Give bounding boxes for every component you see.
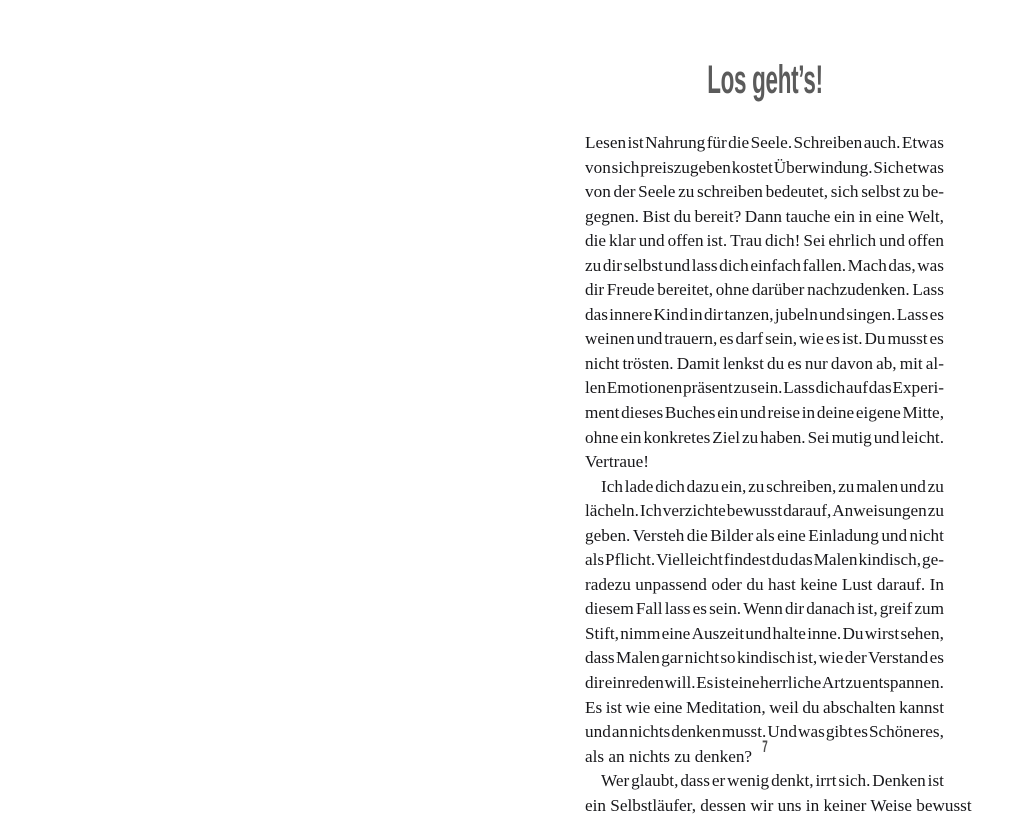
body-text-column [585, 131, 972, 818]
text-word: die [728, 133, 750, 152]
text-word: darf [735, 329, 764, 349]
text-word: offen [667, 231, 704, 251]
text-word: geben. [585, 525, 631, 545]
text-word: selbst [861, 182, 901, 202]
text-word: musst [887, 329, 928, 349]
text-word: trösten. [622, 353, 674, 373]
text-word: wie [625, 697, 651, 717]
text-word: wirst [864, 623, 900, 643]
text-word: auf [845, 378, 868, 398]
text-word: die [585, 231, 606, 251]
text-word: len [585, 378, 606, 398]
text-word: bewusst [726, 501, 783, 521]
text-word: einfach [750, 255, 801, 275]
text-word: Lesen [585, 133, 627, 152]
text-word: darauf, [783, 501, 832, 521]
text-line [585, 205, 944, 230]
text-word: Malen [813, 550, 858, 570]
text-word: inne. [807, 623, 842, 643]
text-line [585, 524, 944, 549]
text-word: singen. [846, 304, 896, 324]
text-word: Vielleicht [656, 550, 723, 570]
text-word: schreiben [697, 182, 763, 202]
text-word: dich [815, 378, 846, 398]
text-line [585, 622, 944, 647]
text-line [585, 131, 944, 156]
text-word: eine [653, 697, 683, 717]
text-word: die [686, 525, 708, 545]
text-line [585, 597, 944, 622]
text-word: es [719, 329, 734, 349]
text-word: leicht. [901, 427, 944, 447]
text-word: verzichte [662, 501, 726, 521]
text-word: bedeutet, [765, 182, 829, 202]
text-word: gibt [825, 722, 853, 742]
text-word: dir [703, 304, 724, 324]
text-line [585, 376, 944, 401]
text-line [585, 229, 944, 254]
text-word: Bist [642, 206, 671, 226]
text-word: und [636, 329, 663, 349]
text-line [585, 573, 944, 598]
text-word: abschalten [823, 697, 896, 717]
text-word: ist. [706, 231, 728, 251]
text-word: zu [845, 673, 862, 693]
text-word: Schreiben [793, 133, 863, 152]
text-word: haben. [760, 427, 806, 447]
text-word: ein [833, 206, 855, 226]
body-paragraph [585, 769, 972, 818]
text-line [585, 769, 944, 794]
text-word: lenkst [722, 353, 764, 373]
text-word: zu [733, 378, 750, 398]
text-word: weinen [585, 329, 635, 349]
text-word: es [787, 353, 802, 373]
text-word: kindisch [737, 648, 796, 668]
text-word: weil [769, 697, 799, 717]
text-word: sein, [765, 329, 798, 349]
text-word: wie [818, 648, 844, 668]
text-word: Lass [912, 280, 944, 300]
text-word: und [879, 231, 905, 251]
text-word: innere [609, 304, 653, 324]
text-word: zu [678, 182, 695, 202]
text-word: Schöneres, [868, 722, 944, 742]
text-word: unpassend [635, 574, 707, 594]
text-word: dich! [765, 231, 801, 251]
text-word: Buches [664, 403, 716, 423]
text-word: dich [655, 476, 685, 496]
text-line [585, 646, 944, 671]
text-word: Einladung [808, 525, 879, 545]
text-word: ein [620, 427, 642, 447]
text-word: präsent [683, 378, 733, 398]
text-line [585, 352, 944, 377]
text-word: mit [899, 353, 923, 373]
text-word: Denken [872, 771, 926, 791]
text-word: und [745, 623, 772, 643]
text-word: reise [767, 403, 800, 423]
text-word: Wer [601, 771, 630, 791]
text-word: Ziel [712, 427, 740, 447]
text-word: ist. [842, 329, 863, 349]
text-word: und [740, 403, 766, 423]
text-word: Überwindung. [773, 157, 873, 177]
text-word: was [917, 255, 944, 275]
text-line [585, 426, 944, 451]
text-word: entspannen. [862, 673, 944, 693]
text-word: Dann [744, 206, 783, 226]
text-word: sein. [750, 378, 783, 398]
text-word: nur [804, 353, 828, 373]
text-word: Es [696, 673, 714, 693]
text-word: in [689, 304, 703, 324]
text-word: Ich [601, 476, 623, 496]
text-word: zu [903, 182, 920, 202]
text-word: selbst [623, 255, 663, 275]
text-word: es [853, 722, 868, 742]
text-word: er [711, 771, 726, 791]
text-word: Damit [676, 353, 720, 373]
text-line [585, 180, 944, 205]
text-line [585, 548, 944, 573]
text-word: Experi- [892, 378, 944, 398]
text-word: darüber [751, 280, 805, 300]
text-word: dir [602, 255, 622, 275]
text-word: Art [821, 673, 845, 693]
text-word: es [692, 599, 707, 619]
text-word: Kind [653, 304, 688, 324]
text-word: dass [585, 648, 615, 668]
text-word: es [929, 329, 944, 349]
text-word: diesem [585, 599, 634, 619]
text-word: In [929, 574, 944, 594]
text-word: ist, [857, 599, 878, 619]
text-word: ge- [921, 550, 944, 570]
text-word: zu [585, 255, 602, 275]
text-word: wenig [727, 771, 770, 791]
text-word: Emotionen [606, 378, 683, 398]
text-word: dazu [686, 476, 720, 496]
text-word: Verstand [868, 648, 929, 668]
text-line: Vertraue! [585, 452, 649, 472]
text-word: be- [921, 182, 944, 202]
text-word: will. [664, 673, 696, 693]
text-word: Wenn [743, 599, 783, 619]
text-word: musst. [721, 722, 767, 742]
text-word: trauern, [664, 329, 718, 349]
text-line [585, 278, 944, 303]
text-word: mutig [831, 427, 872, 447]
text-word: Stift, [585, 623, 619, 643]
text-word: nimm [620, 623, 661, 643]
text-word: und [873, 427, 900, 447]
text-word: Lass [896, 304, 929, 324]
text-word: ist, [796, 648, 818, 668]
text-word: jubeln [774, 304, 818, 324]
text-word: eine [730, 673, 760, 693]
text-line [585, 696, 944, 721]
text-word: preiszugeben [640, 157, 731, 177]
text-word: denkt, [771, 771, 814, 791]
text-word: du [746, 574, 764, 594]
text-word: Du [864, 329, 886, 349]
text-word: was [798, 722, 825, 742]
text-word: Seele. [750, 133, 793, 152]
text-word: Seele [638, 182, 676, 202]
body-paragraph [585, 475, 944, 770]
text-word: fallen. [802, 255, 847, 275]
text-word: gar [661, 648, 684, 668]
text-word: du [802, 697, 820, 717]
text-word: kannst [899, 697, 944, 717]
text-word: Mitte, [902, 403, 944, 423]
text-word: das [789, 550, 813, 570]
text-word: dich [719, 255, 749, 275]
text-word: und [585, 722, 611, 742]
text-word: nicht [684, 648, 719, 668]
text-word: du [771, 550, 789, 570]
text-word: wie [799, 329, 824, 349]
text-word: und [638, 231, 665, 251]
text-word: findest [723, 550, 771, 570]
text-word: gegnen. [585, 206, 639, 226]
text-line [585, 254, 944, 279]
text-word: herrliche [760, 673, 822, 693]
text-word: Mach [847, 255, 887, 275]
text-line [585, 499, 944, 524]
text-word: deine [816, 403, 855, 423]
text-word: zu [838, 476, 855, 496]
text-word: zum [914, 599, 944, 619]
text-word: dass [680, 771, 710, 791]
text-word: an [611, 722, 629, 742]
text-word: Meditation, [685, 697, 766, 717]
text-word: nicht [909, 525, 944, 545]
text-line [585, 671, 944, 696]
text-word: sehen, [900, 623, 944, 643]
text-word: tanzen, [724, 304, 774, 324]
chapter-title: Los geht’s! [707, 58, 823, 102]
text-word: eine [875, 206, 905, 226]
text-word: tauche [785, 206, 831, 226]
text-word: zu [742, 427, 759, 447]
text-word: Anweisungen [832, 501, 927, 521]
verso-page-blank [0, 0, 510, 795]
text-word: und [881, 525, 908, 545]
text-word: zu [748, 476, 765, 496]
text-word: radezu [585, 574, 631, 594]
text-word: al- [925, 353, 944, 373]
text-word: dir [585, 280, 605, 300]
text-line [585, 401, 944, 426]
text-word: lächeln. [585, 501, 639, 521]
text-word: als [585, 550, 605, 570]
text-word: ist [605, 697, 622, 717]
text-word: offen [907, 231, 944, 251]
text-word: klar [609, 231, 636, 251]
text-word: bereit? [694, 206, 742, 226]
text-word: sich [611, 157, 640, 177]
text-word: Bilder [710, 525, 754, 545]
text-word: und [819, 304, 845, 324]
text-word: auch. [863, 133, 901, 152]
text-word: konkretes [643, 427, 711, 447]
text-word: glaubt, [631, 771, 679, 791]
text-word: greif [879, 599, 913, 619]
text-word: davon [830, 353, 873, 373]
text-word: und [900, 476, 926, 496]
text-word: Welt, [907, 206, 944, 226]
text-word: Nahrung [645, 133, 706, 152]
text-word: nachzudenken. [807, 280, 910, 300]
text-word: ein [717, 403, 739, 423]
text-word: von [585, 182, 611, 202]
body-paragraph [585, 131, 944, 475]
text-word: Trau [730, 231, 763, 251]
text-word: Fall [635, 599, 663, 619]
text-word: hast [768, 574, 796, 594]
text-word: Auszeit [691, 623, 745, 643]
text-word: für [706, 133, 727, 152]
text-word: zu [927, 501, 944, 521]
text-word: oder [711, 574, 742, 594]
text-word: du [767, 353, 785, 373]
text-word: keine [800, 574, 838, 594]
text-word: darauf. [876, 574, 926, 594]
text-word: einreden [604, 673, 664, 693]
recto-page [510, 0, 1020, 815]
text-word: lass [691, 255, 718, 275]
text-line [585, 303, 944, 328]
text-line: ein Selbstläufer, dessen wir uns in keiner Weise bewusst [585, 795, 972, 815]
text-word: nichts [629, 722, 671, 742]
text-word: etwas [904, 157, 944, 177]
text-word: es [929, 304, 944, 324]
text-line [585, 327, 944, 352]
text-word: Versteh [632, 525, 685, 545]
text-word: ab, [876, 353, 897, 373]
text-word: dieses [621, 403, 664, 423]
text-word: und [664, 255, 691, 275]
text-word: das [868, 378, 892, 398]
text-word: der [613, 182, 636, 202]
text-word: lade [624, 476, 654, 496]
text-word: das [585, 304, 608, 324]
text-word: Pflicht. [605, 550, 656, 570]
text-word: es [929, 648, 944, 668]
text-word: in [801, 403, 816, 423]
text-word: als [755, 525, 775, 545]
text-word: in [858, 206, 872, 226]
text-word: es [825, 329, 841, 349]
text-word: so [720, 648, 736, 668]
text-word: bereitet, [657, 280, 714, 300]
text-word: eine [777, 525, 806, 545]
text-word: Lust [841, 574, 873, 594]
text-line: als an nichts zu denken? [585, 746, 753, 766]
text-word: kostet [731, 157, 773, 177]
text-word: dir [585, 673, 605, 693]
text-word: ment [585, 403, 620, 423]
text-word: ehrlich [828, 231, 877, 251]
text-word: der [844, 648, 867, 668]
text-word: Es [585, 697, 603, 717]
text-word: danach [806, 599, 855, 619]
text-word: dir [785, 599, 805, 619]
text-word: lass [664, 599, 691, 619]
text-word: sich [830, 182, 859, 202]
text-word: sich. [838, 771, 871, 791]
text-word: Lass [783, 378, 815, 398]
text-word: malen [856, 476, 899, 496]
text-word: Etwas [901, 133, 944, 152]
text-line [585, 156, 944, 181]
text-word: ohne [715, 280, 750, 300]
text-word: Ich [639, 501, 662, 521]
text-word: ist [714, 673, 731, 693]
text-word: Sei [803, 231, 826, 251]
text-word: du [673, 206, 691, 226]
text-word: halte [772, 623, 806, 643]
text-word: schreiben, [766, 476, 837, 496]
text-word: von [585, 157, 611, 177]
text-word: nicht [585, 353, 620, 373]
text-word: das, [888, 255, 916, 275]
text-word: eigene [855, 403, 901, 423]
page-number: 7 [762, 737, 768, 756]
text-word: ist [927, 771, 944, 791]
text-word: Freude [606, 280, 655, 300]
text-word: denken [671, 722, 721, 742]
text-word: ein, [720, 476, 747, 496]
text-word: Du [842, 623, 864, 643]
text-word: irrt [815, 771, 837, 791]
text-line [585, 475, 944, 500]
text-word: zu [927, 476, 944, 496]
text-word: ohne [585, 427, 619, 447]
text-word: Sich [873, 157, 904, 177]
text-word: kindisch, [858, 550, 922, 570]
text-word: Malen [615, 648, 660, 668]
text-word: Sei [807, 427, 830, 447]
text-word: ist [627, 133, 644, 152]
text-word: Und [767, 722, 797, 742]
text-word: eine [661, 623, 691, 643]
text-word: sein. [709, 599, 742, 619]
